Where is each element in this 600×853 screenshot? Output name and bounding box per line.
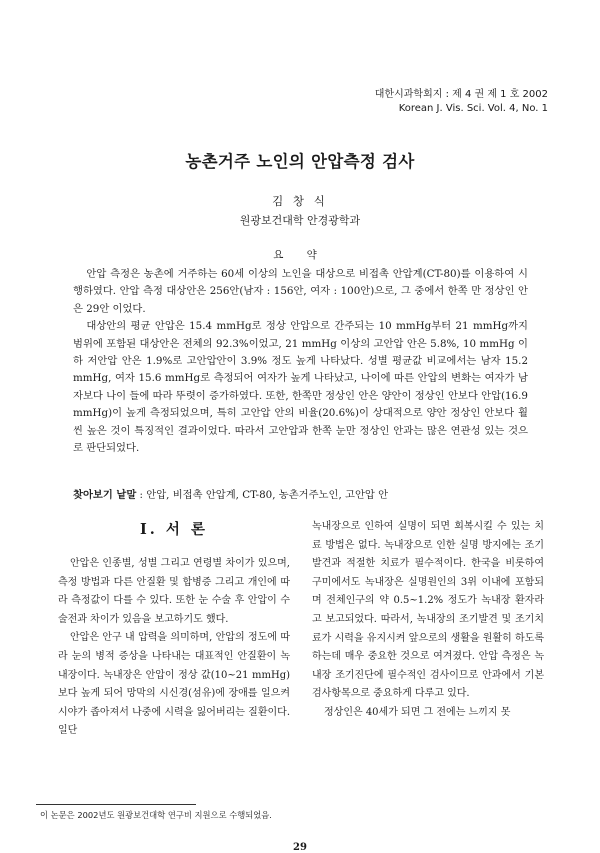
author-affiliation: 원광보건대학 안경광학과 [239, 214, 361, 227]
page-number: 29 [293, 842, 307, 853]
keywords-label: 찾아보기 낱말 [73, 489, 137, 501]
section-title: I. 서 론 [140, 521, 208, 538]
paper-title: 농촌거주 노인의 안압측정 검사 [185, 152, 415, 171]
footnote: 이 논문은 2002년도 원광보건대학 연구비 지원으로 수행되었음. [40, 810, 272, 820]
author-name: 김 창 식 [272, 194, 328, 208]
body-paragraph: 안압은 안구 내 압력을 의미하며, 안압의 정도에 따라 눈의 병적 증상을 나타내는 대표적인 안질환이 녹내장이다. 녹내장은 안압이 정상 값(10~21 mmHg)보다 높게 되어 망막의 시신경(섬유)에 장애를 일으켜 시야가 좁아져서 나중에 시력을 잃어버리는 질환이다. 일단 [58, 632, 290, 737]
body-paragraph: 녹내장으로 인하여 실명이 되면 회복시킬 수 있는 치료 방법은 없다. 녹내장으로 인한 실명 방지에는 조기 발견과 적절한 치료가 필수적이다. 한국을 비롯하여 구미에서도 녹내장은 실명원인의 3위 이내에 포함되며 전체인구의 약 0.5~1.2% 정도가 녹내장 환자라고 보고되었다. 따라서, 녹내장의 조기발견 및 조기치료가 시력을 유지시켜 앞으로의 생활을 원활히 하도록 하는데 매우 중요한 것으로 여겨졌다. 안압 측정은 녹내장 조기진단에 필수적인 검사이므로 안과에서 기본 검사항목으로 중요하게 다루고 있다. [312, 521, 544, 700]
journal-citation-korean: 대한시과학회지 : 제 4 권 제 1 호 2002 [374, 89, 548, 100]
body-paragraph: 안압은 인종별, 성별 그리고 연령별 차이가 있으며, 측정 방법과 다른 안질환 및 합병증 그리고 개인에 따라 측정값이 다를 수 있다. 또한 눈 수술 후 안압이 수술전과 차이가 있음을 보고하기도 했다. [58, 558, 290, 625]
left-column [58, 518, 290, 741]
keywords-text: : 안압, 비접촉 안압계, CT-80, 농촌거주노인, 고안압 안 [136, 489, 389, 501]
abstract-paragraph: 대상안의 평균 안압은 15.4 mmHg로 정상 안압으로 간주되는 10 mmHg부터 21 mmHg까지 범위에 포함된 대상안은 전체의 92.3%이었고, 21 mmHg 이상의 고안압 안은 5.8%, 10 mmHg 이하 저안압 안은 1.9%로 고안압안이 3.9% 정도 높게 나타났다. 성별 평균값 비교에서는 남자 15.2 mmHg, 여자 15.6 mmHg로 측정되어 여자가 높게 나타났고, 나이에 따른 안압의 변화는 여자가 남자보다 나이 들에 따라 뚜렷이 증가하였다. 또한, 한쪽만 정상인 안은 양안이 정상인 안보다 안압(16.9 mmHg)이 높게 측정되었으며, 특히 고안압 안의 비율(20.6%)이 상대적으로 양안 정상인 안보다 훨씬 높은 것이 특징적인 결과이었다. 따라서 고안압과 한쪽 눈만 정상인 안과는 많은 연관성 있는 것으로 판단되었다. [73, 320, 528, 455]
right-column [312, 518, 544, 723]
abstract-body [73, 266, 528, 457]
body-paragraph: 정상인은 40세가 되면 그 전에는 느끼지 못 [324, 706, 511, 718]
journal-citation [375, 88, 548, 116]
footnote-divider [36, 804, 196, 805]
abstract-paragraph: 안압 측정은 농촌에 거주하는 60세 이상의 노인을 대상으로 비접촉 안압계(CT-80)를 이용하여 시행하였다. 안압 측정 대상안은 256안(남자 : 156안, 여자 : 100안)으로, 그 중에서 한쪽 만 정상인 안은 29안 이었다. [73, 268, 528, 315]
abstract-heading: 요 약 [273, 249, 327, 261]
keywords-line [73, 486, 528, 501]
journal-citation-english: Korean J. Vis. Sci. Vol. 4, No. 1 [398, 103, 548, 114]
